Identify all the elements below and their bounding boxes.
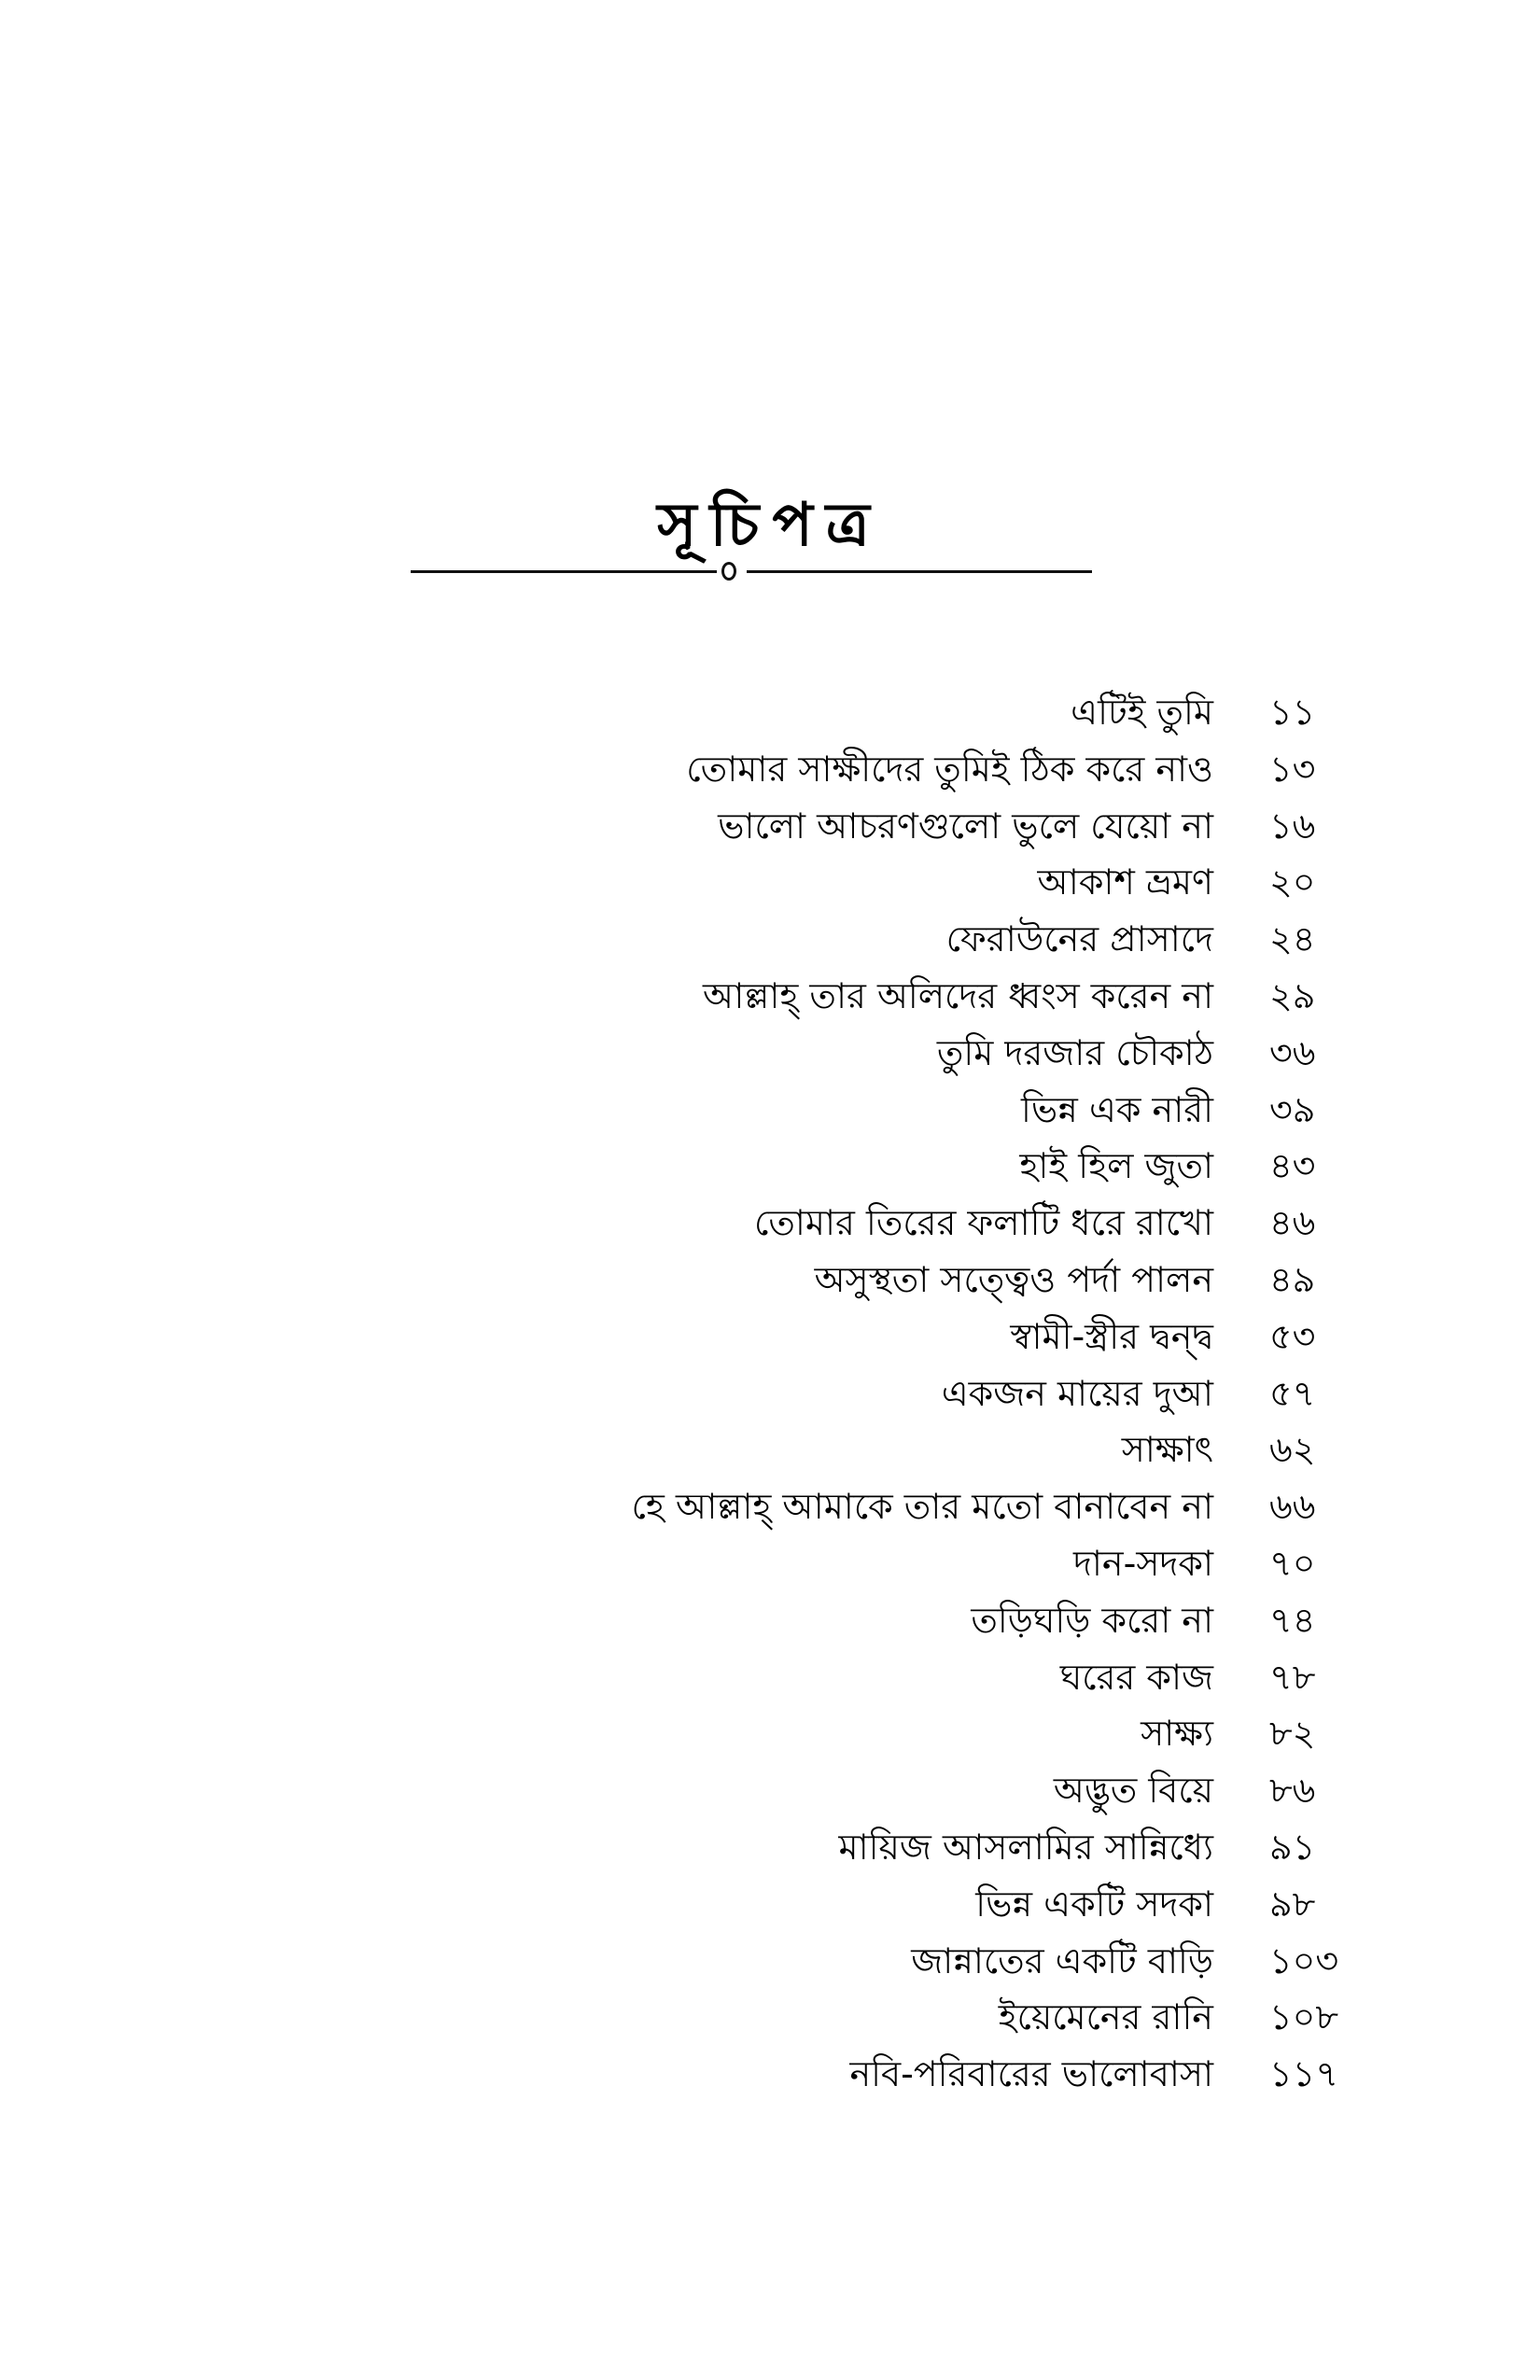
toc-entry-page: ৪৬	[1269, 1202, 1316, 1244]
toc-entry-page: ৯১	[1269, 1826, 1316, 1868]
toc-entry-page: ৬৬	[1269, 1486, 1316, 1528]
toc-entry[interactable]	[0, 1308, 1540, 1365]
toc-entry-title: অসুস্থতা সত্ত্বেও পর্দা পালন	[814, 1258, 1213, 1300]
toc-entry[interactable]	[0, 1534, 1540, 1591]
toc-entry[interactable]	[0, 1421, 1540, 1477]
divider-line-right	[747, 570, 1092, 573]
toc-entry-title: আল্লাহ্ তার অলিদের ধ্বংস করেন না	[703, 974, 1213, 1016]
toc-entry-title: হাই হিল জুতা	[1019, 1145, 1213, 1187]
toc-entry-title: তোমার তিরের ফলাটি ধরে রাখো	[753, 1202, 1213, 1244]
toc-entry-page: ৫৭	[1269, 1372, 1316, 1414]
toc-entry[interactable]	[0, 683, 1540, 740]
toc-entry-page: ৮৬	[1269, 1770, 1316, 1812]
toc-entry[interactable]	[0, 1648, 1540, 1705]
toc-entry-page: ১১৭	[1269, 2053, 1339, 2095]
toc-entry-title: হে আল্লাহ্ আমাকে তার মতো বানাবেন না	[631, 1486, 1213, 1528]
toc-entry-title: জান্নাতের একটি বাড়ি	[911, 1939, 1213, 1981]
toc-entry[interactable]	[0, 1932, 1540, 1989]
toc-entry-title: ভিন্ন এক নারী	[1020, 1088, 1213, 1130]
toc-entry-title: তোমার সাক্ষীদের তুমিই ঠিক করে নাও	[686, 748, 1213, 790]
toc-entry[interactable]	[0, 967, 1540, 1024]
toc-entry-title: সাক্ষ্য	[1141, 1713, 1213, 1755]
toc-entry-page: ১০৮	[1269, 1996, 1339, 2038]
divider-line-left	[411, 570, 717, 573]
toc-entry-title: একজন মায়ের দুআ	[941, 1372, 1213, 1414]
toc-entry-title: সাক্ষাৎ	[1121, 1429, 1213, 1471]
toc-entry-page: ২৯	[1269, 974, 1316, 1016]
toc-entry[interactable]	[0, 2045, 1540, 2102]
table-of-contents	[0, 683, 1540, 2102]
toc-entry-title: ঘরের কাজ	[1059, 1656, 1213, 1698]
toc-entry-page: ৩৯	[1269, 1088, 1316, 1130]
toc-entry-page: ৬২	[1269, 1429, 1316, 1471]
toc-entry-page: ৪৯	[1269, 1258, 1316, 1300]
toc-entry[interactable]	[0, 1365, 1540, 1421]
toc-entry[interactable]	[0, 1194, 1540, 1251]
toc-entry-page: ৭৪	[1269, 1599, 1316, 1641]
toc-entry[interactable]	[0, 1761, 1540, 1818]
toc-entry-title: ফেরাউনের প্রাসাদে	[945, 918, 1213, 960]
toc-entry-page: ৮২	[1269, 1713, 1316, 1755]
toc-entry[interactable]	[0, 1251, 1540, 1308]
toc-entry-title: স্বামী-স্ত্রীর দ্বন্দ্ব	[1010, 1315, 1213, 1357]
toc-entry-title: ইয়েমেনের রানি	[998, 1996, 1213, 2038]
toc-entry-title: ভালো আচরণগুলো ভুলে যেয়ো না	[718, 805, 1213, 847]
circle-ornament-icon	[721, 562, 736, 581]
toc-entry-title: ভিন্ন একটি সদকা	[975, 1883, 1213, 1925]
toc-entry[interactable]	[0, 853, 1540, 910]
toc-entry-page: ১৩	[1269, 748, 1316, 790]
toc-entry[interactable]	[0, 797, 1540, 854]
toc-entry-page: ৭৮	[1269, 1656, 1316, 1698]
toc-entry-page: ১০৩	[1269, 1939, 1339, 1981]
toc-entry[interactable]	[0, 1477, 1540, 1534]
toc-entry[interactable]	[0, 1591, 1540, 1648]
toc-entry-page: ১১	[1269, 692, 1316, 733]
toc-entry-title: নবি-পরিবারের ভালোবাসা	[849, 2053, 1213, 2095]
toc-entry-title: দান-সদকা	[1072, 1542, 1213, 1584]
toc-entry[interactable]	[0, 1024, 1540, 1081]
toc-entry[interactable]	[0, 910, 1540, 967]
toc-entry-title: আকাশ ভ্রমণ	[1037, 861, 1213, 903]
toc-entry[interactable]	[0, 1704, 1540, 1761]
toc-entry-title: মায়িজ আসলামির সান্নিধ্যে	[838, 1826, 1213, 1868]
toc-entry-title: এটিই তুমি	[1071, 692, 1213, 733]
toc-entry[interactable]	[0, 740, 1540, 797]
toc-entry-page: ২৪	[1269, 918, 1316, 960]
toc-entry-page: ১৬	[1269, 805, 1316, 847]
toc-entry-title: অদ্ভুত বিয়ে	[1053, 1770, 1213, 1812]
toc-entry[interactable]	[0, 1988, 1540, 2045]
toc-entry[interactable]	[0, 1081, 1540, 1138]
toc-entry-page: ৭০	[1269, 1542, 1316, 1584]
toc-entry-title: তুমি দরজার চৌকাঠ	[936, 1031, 1213, 1073]
toc-entry-page: ২০	[1269, 861, 1316, 903]
title-divider	[411, 558, 1092, 586]
toc-entry[interactable]	[0, 1818, 1540, 1875]
toc-entry-page: ৪৩	[1269, 1145, 1316, 1187]
toc-entry-page: ৫৩	[1269, 1315, 1316, 1357]
page-title: সূচিপত্র	[657, 490, 883, 560]
toc-entry[interactable]	[0, 1875, 1540, 1932]
toc-entry-title: তড়িঘড়ি করো না	[971, 1599, 1213, 1641]
toc-entry[interactable]	[0, 1137, 1540, 1194]
toc-entry-page: ৯৮	[1269, 1883, 1316, 1925]
toc-entry-page: ৩৬	[1269, 1031, 1316, 1073]
